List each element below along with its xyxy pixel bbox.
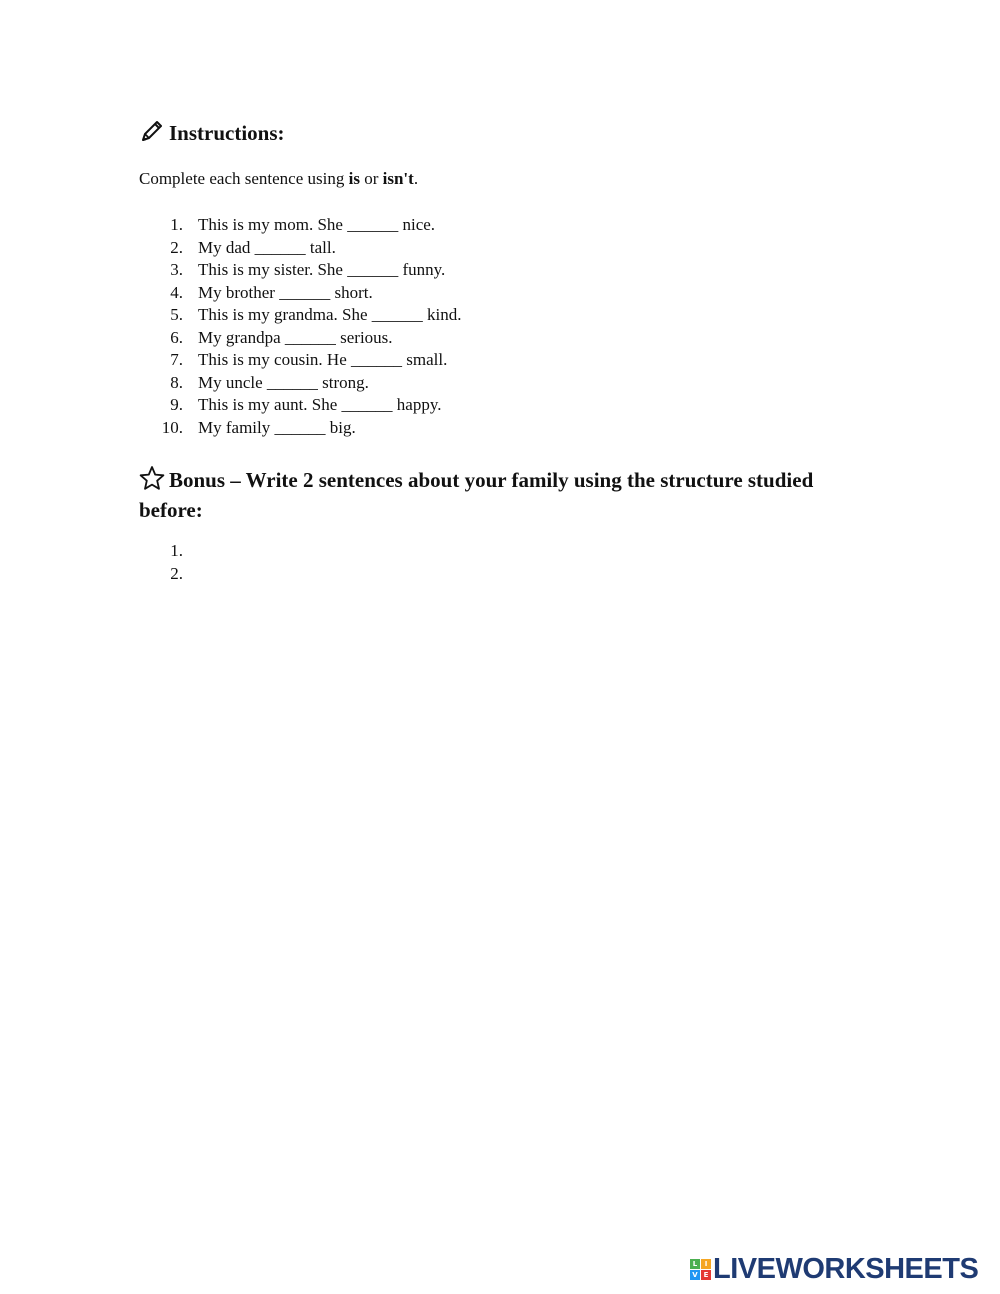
exercise-number: 6.: [170, 327, 183, 347]
bonus-heading-text: Bonus – Write 2 sentences about your family using the structure studied before:: [139, 468, 814, 522]
exercise-sentence: This is my sister. She ______ funny.: [198, 260, 446, 279]
bonus-heading: [139, 465, 869, 523]
logo-mark-letter: L: [690, 1259, 700, 1269]
exercise-number: 2.: [170, 237, 183, 257]
exercise-sentence: This is my aunt. She ______ happy.: [198, 395, 442, 414]
bonus-number: 2.: [170, 563, 183, 583]
exercise-number: 1.: [170, 215, 183, 234]
exercise-sentence: My dad ______ tall.: [198, 237, 336, 257]
liveworksheets-logo: [690, 1253, 978, 1285]
intro-prefix: Complete each sentence using: [139, 169, 349, 188]
logo-mark-letter: V: [690, 1270, 700, 1280]
exercise-number: 5.: [170, 305, 183, 324]
exercise-sentence: My grandpa ______ serious.: [198, 327, 393, 347]
logo-mark-letter: I: [701, 1259, 711, 1269]
instructions-heading: [139, 118, 285, 150]
instructions-text: [139, 168, 418, 190]
pencil-icon: [139, 118, 165, 150]
exercise-number: 10.: [161, 417, 183, 437]
exercise-number: 4.: [170, 282, 183, 302]
word-is: is: [348, 169, 360, 188]
word-isnt: isn't: [382, 169, 414, 188]
exercise-sentence: My brother ______ short.: [198, 282, 373, 302]
logo-mark-letter: E: [701, 1270, 711, 1280]
exercise-sentence: This is my mom. She ______ nice.: [198, 215, 436, 234]
intro-suffix: .: [413, 169, 419, 188]
exercise-sentence: This is my cousin. He ______ small.: [198, 350, 448, 369]
exercise-number: 7.: [170, 350, 183, 369]
exercise-sentence: My uncle ______ strong.: [198, 372, 369, 392]
intro-middle: or: [359, 169, 383, 188]
exercise-number: 9.: [170, 395, 183, 414]
exercise-sentence: This is my grandma. She ______ kind.: [198, 305, 462, 324]
exercise-sentence: My family ______ big.: [198, 417, 356, 437]
instructions-heading-text: Instructions:: [169, 121, 285, 145]
exercise-number: 3.: [170, 260, 183, 279]
bonus-number: 1.: [170, 541, 183, 560]
star-icon: [139, 465, 165, 497]
logo-text: LIVEWORKSHEETS: [713, 1252, 979, 1285]
exercise-number: 8.: [170, 372, 183, 392]
logo-mark-icon: [690, 1259, 711, 1280]
